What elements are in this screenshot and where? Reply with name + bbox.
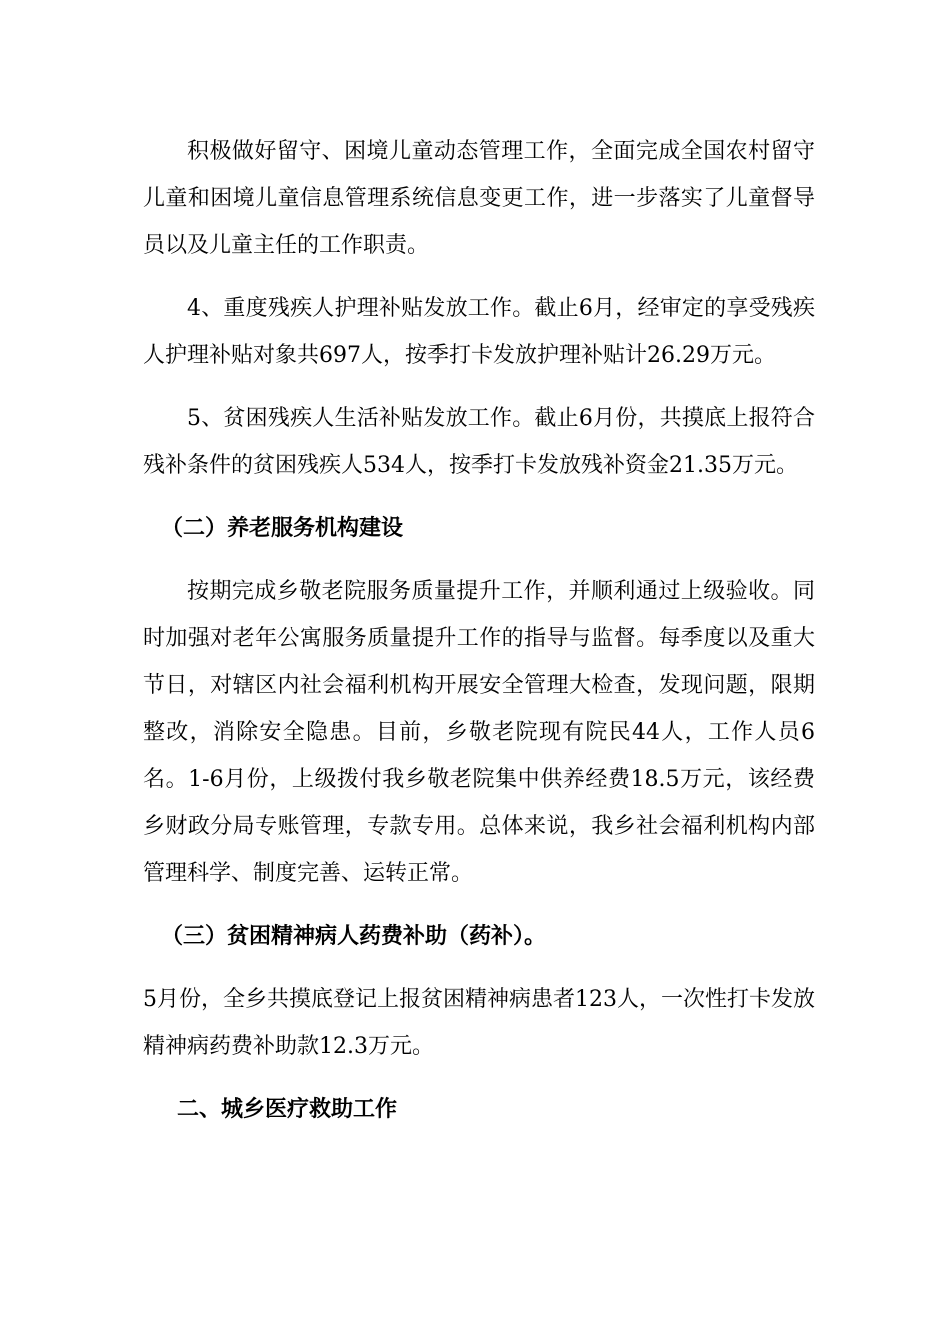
paragraph-mental-illness-subsidy: 5月份，全乡共摸底登记上报贫困精神病患者123人，一次性打卡发放精神病药费补助款12.3万元。 [143,987,815,1059]
paragraph-disability-living-subsidy: 5、贫困残疾人生活补贴发放工作。截止6月份，共摸底上报符合残补条件的贫困残疾人534人，按季打卡发放残补资金21.35万元。 [143,406,815,478]
paragraph-disability-care-subsidy: 4、重度残疾人护理补贴发放工作。截止6月，经审定的享受残疾人护理补贴对象共697人，按季打卡发放护理补贴计26.29万元。 [143,296,815,368]
heading-mental-illness-subsidy: （三）贫困精神病人药费补助（药补）。 [161,924,547,949]
heading-medical-aid: 二、城乡医疗救助工作 [177,1097,398,1122]
heading-elderly-care-institutions: （二）养老服务机构建设 [161,516,404,541]
paragraph-nursing-home: 按期完成乡敬老院服务质量提升工作，并顺利通过上级验收。同时加强对老年公寓服务质量提升工作的指导与监督。每季度以及重大节日，对辖区内社会福利机构开展安全管理大检查，发现问题，限期整改，消除安全隐患。目前，乡敬老院现有院民44人，工作人员6名。1-6月份，上级拨付我乡敬老院集中供养经费18.5万元，该经费乡财政分局专账管理，专款专用。总体来说，我乡社会福利机构内部管理科学、制度完善、运转正常。 [143,579,815,886]
document-body [143,128,815,1149]
paragraph-children-management: 积极做好留守、困境儿童动态管理工作，全面完成全国农村留守儿童和困境儿童信息管理系统信息变更工作，进一步落实了儿童督导员以及儿童主任的工作职责。 [143,139,815,258]
